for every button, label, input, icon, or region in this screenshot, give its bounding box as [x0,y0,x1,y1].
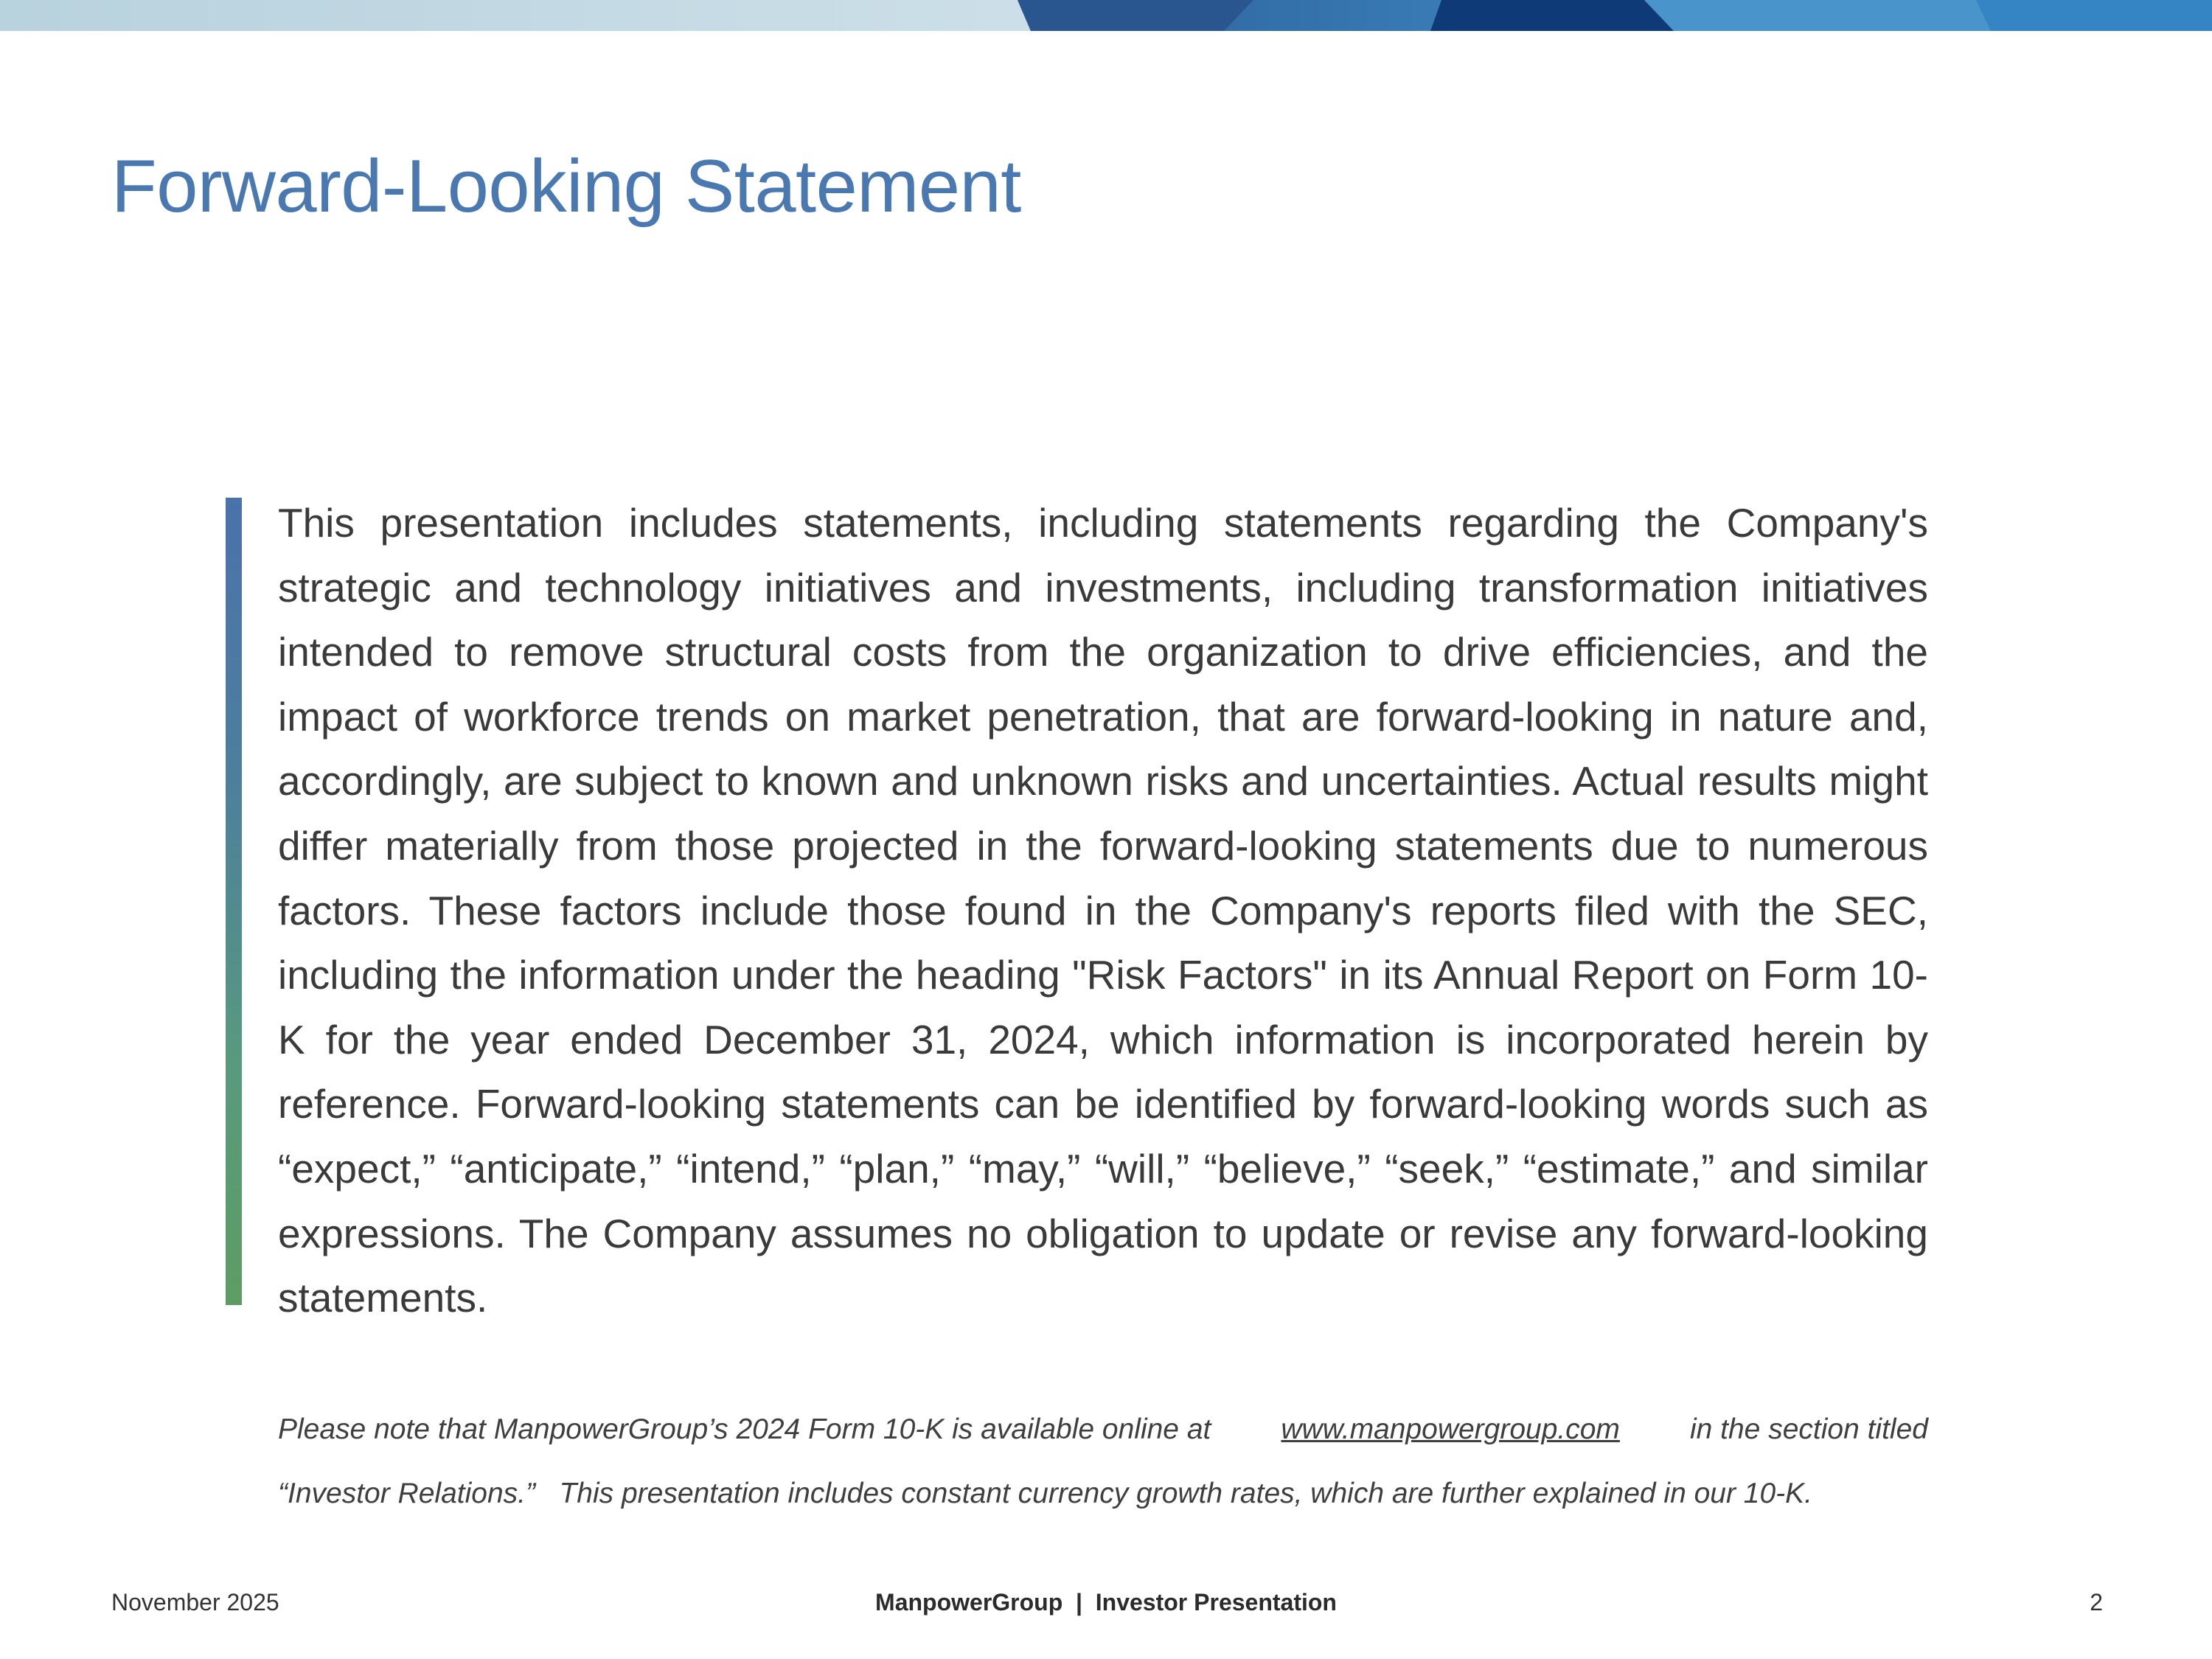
footer-date: November 2025 [111,1589,279,1615]
note-text-before-link: Please note that ManpowerGroup’s 2024 Form 10-K is available online at [278,1413,1211,1445]
note-text-after-link: in the section titled [1689,1413,1928,1445]
footer-title: ManpowerGroup | Investor Presentation [875,1589,1337,1615]
page-number: 2 [2090,1589,2103,1615]
forward-looking-statement-text: This presentation includes statements, including statements regarding the Company's strategic and technology initiatives and investments, including transformation initiatives intended to remove structural costs from the organization to drive efficiencies, and the impact of workforce trends on market penetration, that are forward-looking in nature and, accordingly, are subject to known and unknown risks and uncertainties. Actual results might differ materially from those projected in the forward-looking statements due to numerous factors. These factors include those found in the Company's reports filed with the SEC, including the information under the heading "Risk Factors" in its Annual Report on Form 10-K for the year ended December 31, 2024, which information is incorporated herein by reference. Forward-looking statements can be identified by forward-looking words such as “expect,” “anticipate,” “intend,” “plan,” “may,” “will,” “believe,” “seek,” “estimate,” and similar expressions. The Company assumes no obligation to update or revise any forward-looking statements. [278,500,1928,1321]
page-title: Forward-Looking Statement [111,145,1021,228]
availability-note [278,1397,1928,1526]
note-line-2 [278,1461,1928,1526]
top-banner [0,0,2212,31]
website-link[interactable]: www.manpowergroup.com [1281,1413,1620,1445]
banner-graphic [0,0,2212,31]
note-line-1 [278,1397,1928,1461]
note-text-line-2: “Investor Relations.” This presentation includes constant currency growth rates, which are further explained in our 10-K. [278,1478,1813,1509]
accent-bar [226,498,242,1305]
